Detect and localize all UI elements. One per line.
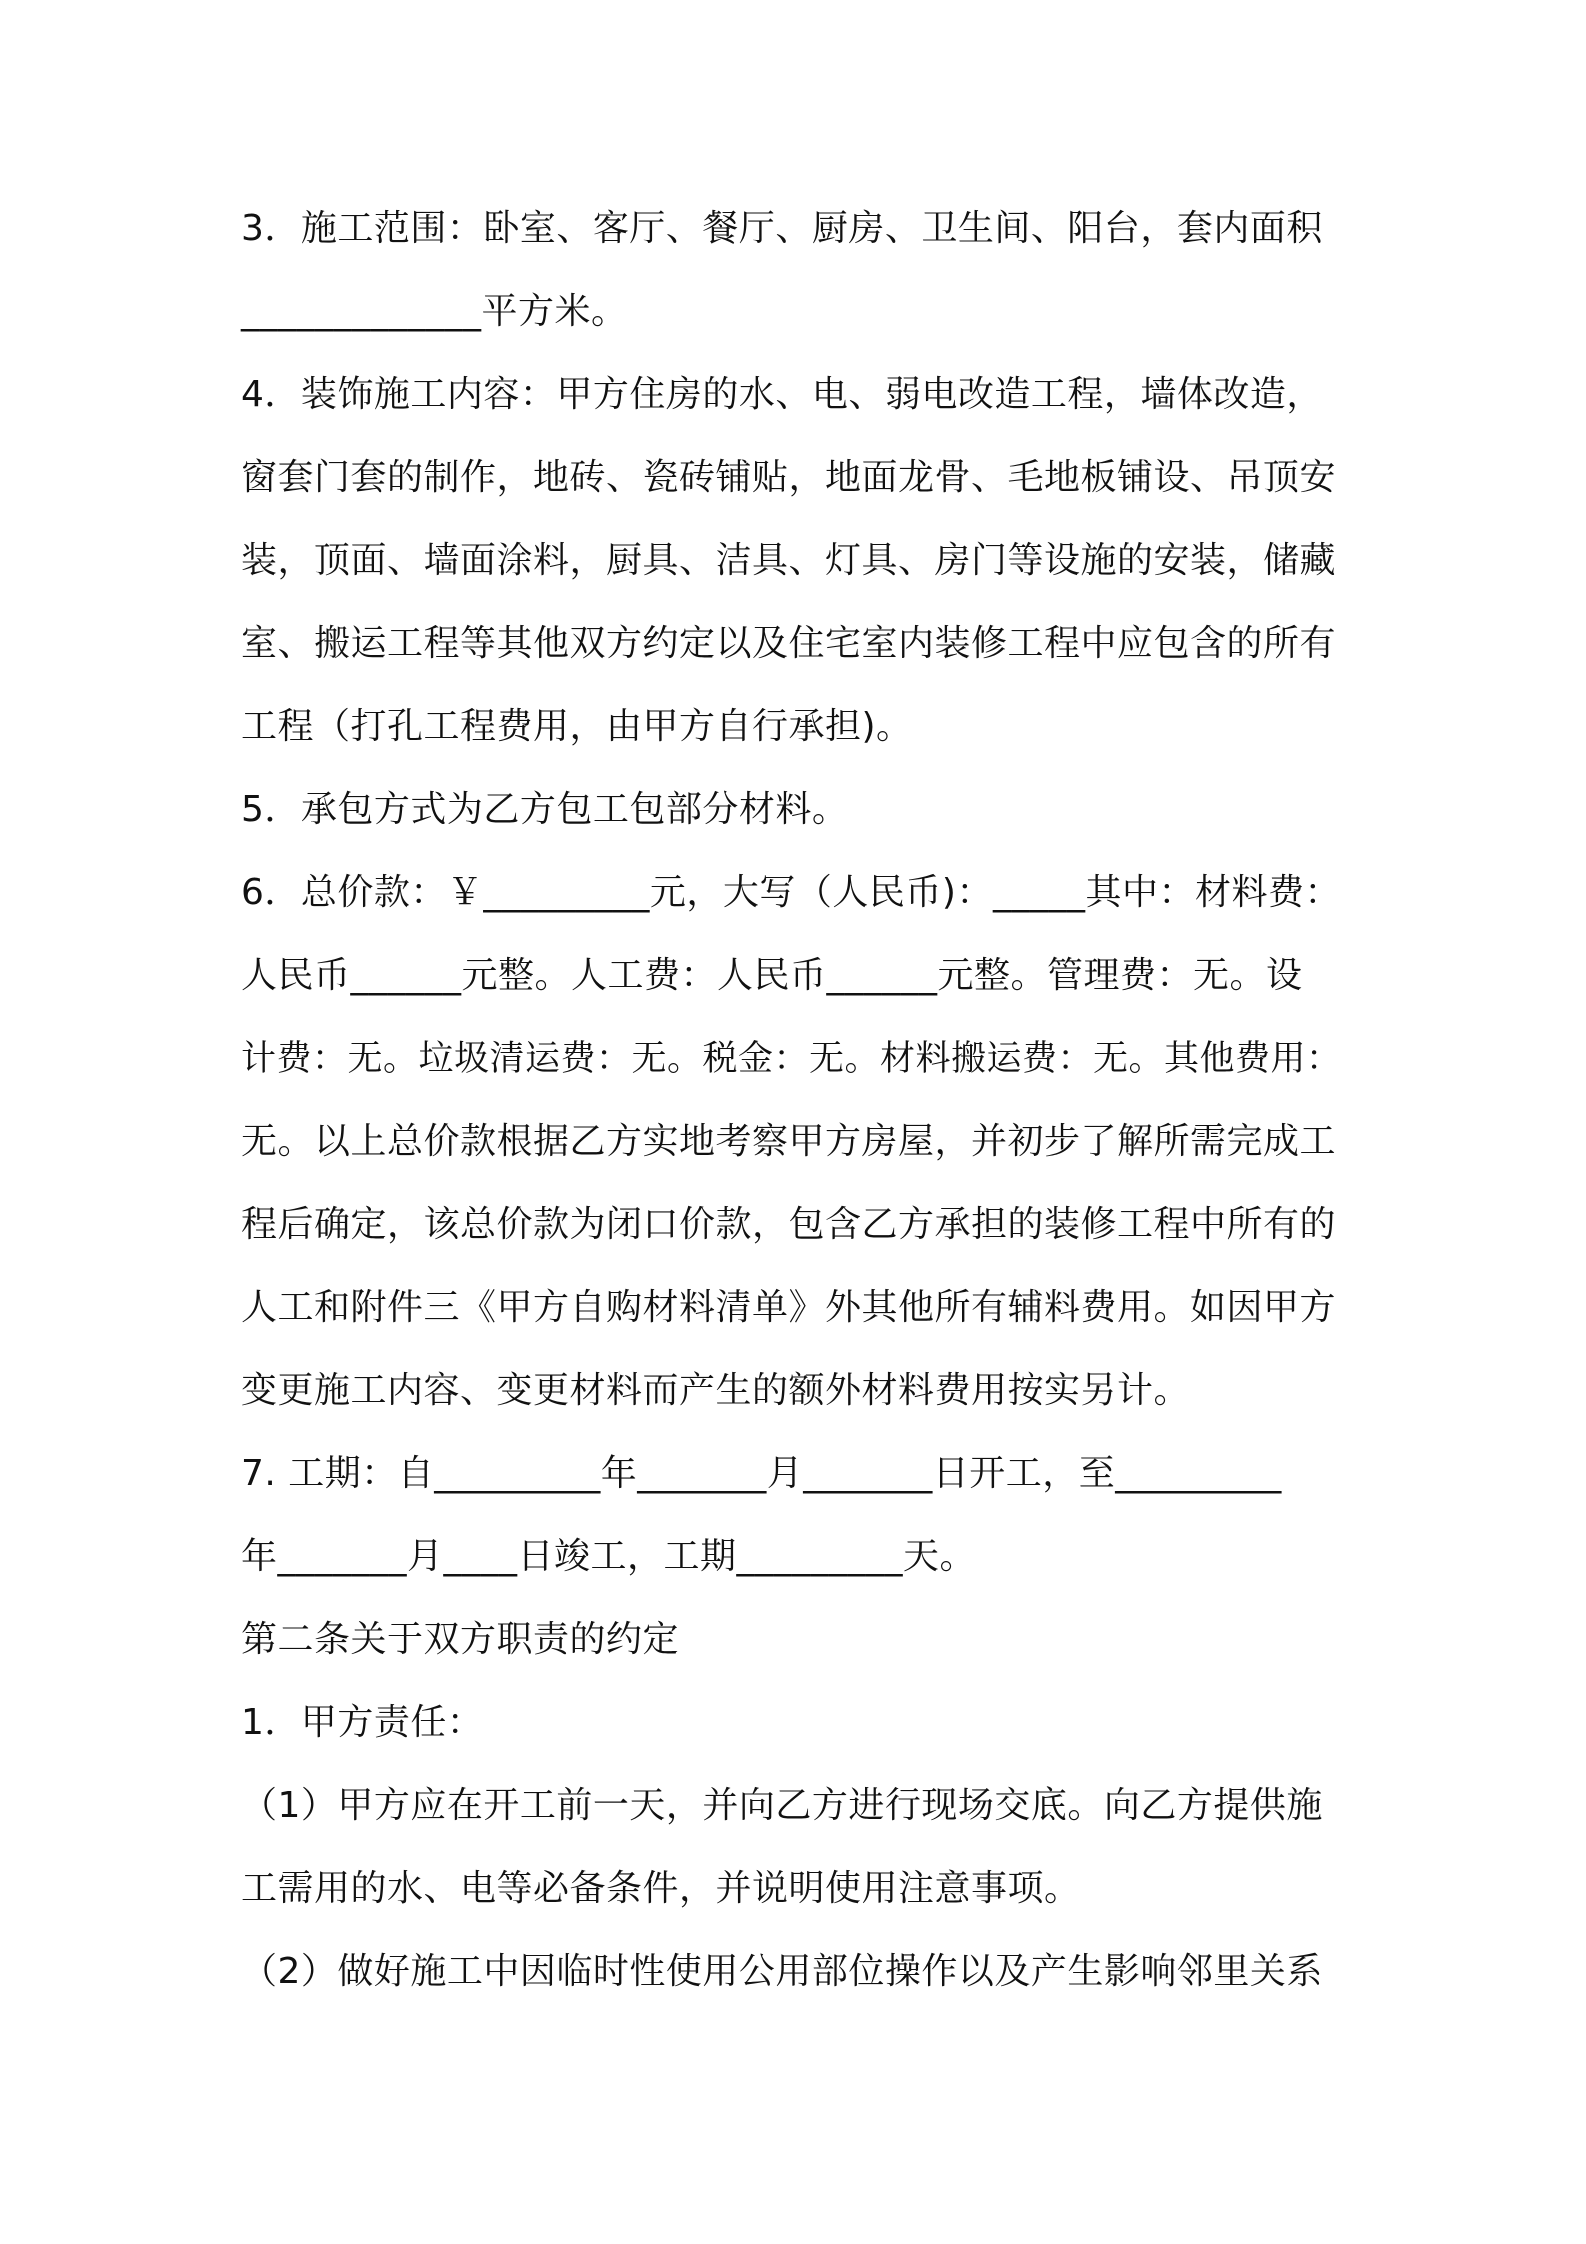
text-line: 工需用的水、电等必备条件，并说明使用注意事项。	[241, 1868, 1081, 1909]
text-line: 装，顶面、墙面涂料，厨具、洁具、灯具、房门等设施的安装，储藏	[241, 540, 1337, 581]
text-line: 无。以上总价款根据乙方实地考察甲方房屋，并初步了解所需完成工	[241, 1121, 1337, 1162]
text-line: 6．总价款：￥_________元，大写（人民币)：_____其中：材料费：	[241, 872, 1341, 913]
text-line: 年_______月____日竣工，工期_________天。	[241, 1536, 977, 1577]
text-line: 人民币______元整。人工费：人民币______元整。管理费：无。设	[241, 955, 1303, 996]
text-line: 室、搬运工程等其他双方约定以及住宅室内装修工程中应包含的所有	[241, 623, 1337, 664]
text-line: 5．承包方式为乙方包工包部分材料。	[241, 789, 849, 830]
text-line: （2）做好施工中因临时性使用公用部位操作以及产生影响邻里关系	[241, 1951, 1323, 1992]
text-line: （1）甲方应在开工前一天，并向乙方进行现场交底。向乙方提供施	[241, 1785, 1323, 1826]
text-line: 7. 工期：自_________年_______月_______日开工，至_________	[241, 1453, 1282, 1494]
text-line: 1．甲方责任：	[241, 1702, 484, 1743]
text-line: 工程（打孔工程费用，由甲方自行承担)。	[241, 706, 913, 747]
text-line: 3．施工范围：卧室、客厅、餐厅、厨房、卫生间、阳台，套内面积	[241, 208, 1323, 249]
text-line: 程后确定，该总价款为闭口价款，包含乙方承担的装修工程中所有的	[241, 1204, 1337, 1245]
text-line: 窗套门套的制作，地砖、瓷砖铺贴，地面龙骨、毛地板铺设、吊顶安	[241, 457, 1337, 498]
text-line: _____________平方米。	[241, 291, 628, 332]
section-heading: 第二条关于双方职责的约定	[241, 1619, 680, 1660]
text-line: 计费：无。垃圾清运费：无。税金：无。材料搬运费：无。其他费用：	[241, 1039, 1342, 1079]
text-line: 4．装饰施工内容：甲方住房的水、电、弱电改造工程，墙体改造，	[241, 374, 1323, 415]
text-line: 人工和附件三《甲方自购材料清单》外其他所有辅料费用。如因甲方	[241, 1287, 1337, 1328]
text-line: 变更施工内容、变更材料而产生的额外材料费用按实另计。	[241, 1370, 1191, 1411]
